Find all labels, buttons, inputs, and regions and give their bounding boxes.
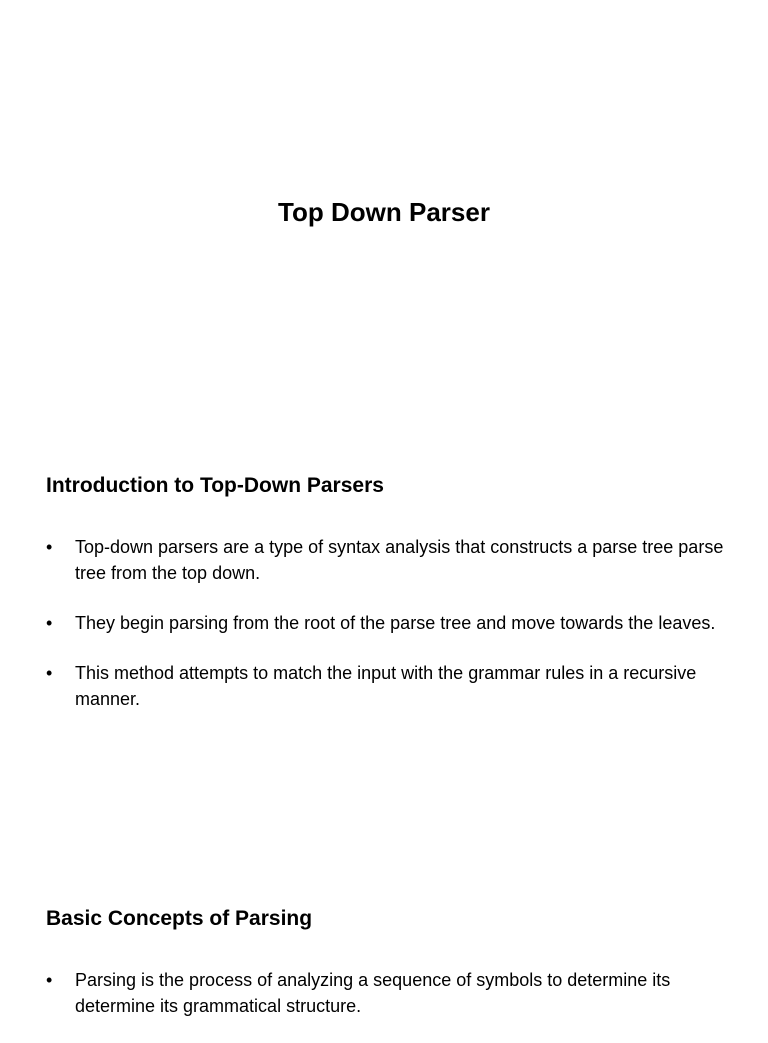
bullet-text: This method attempts to match the input with the grammar rules in a recursive manner. [75,663,697,709]
bullet-list-basic-concepts [46,967,736,1043]
section-heading-basic-concepts: Basic Concepts of Parsing [46,907,313,930]
bullet-marker: • [46,613,53,633]
list-item [46,534,736,586]
section-heading-introduction: Introduction to Top-Down Parsers [46,474,384,497]
bullet-text: They begin parsing from the root of the parse tree and move towards the leaves. [75,613,716,633]
bullet-marker: • [46,663,53,683]
bullet-text: Top-down parsers are a type of syntax analysis that constructs a parse tree parse tree from the top down. [75,537,724,583]
bullet-list-introduction [46,534,736,736]
list-item [46,660,736,712]
bullet-marker: • [46,537,53,557]
bullet-marker: • [46,970,53,990]
list-item [46,967,736,1019]
page-title: Top Down Parser [278,197,490,227]
bullet-text: Parsing is the process of analyzing a sequence of symbols to determine its determine its grammatical structure. [75,970,671,1016]
list-item [46,610,736,636]
